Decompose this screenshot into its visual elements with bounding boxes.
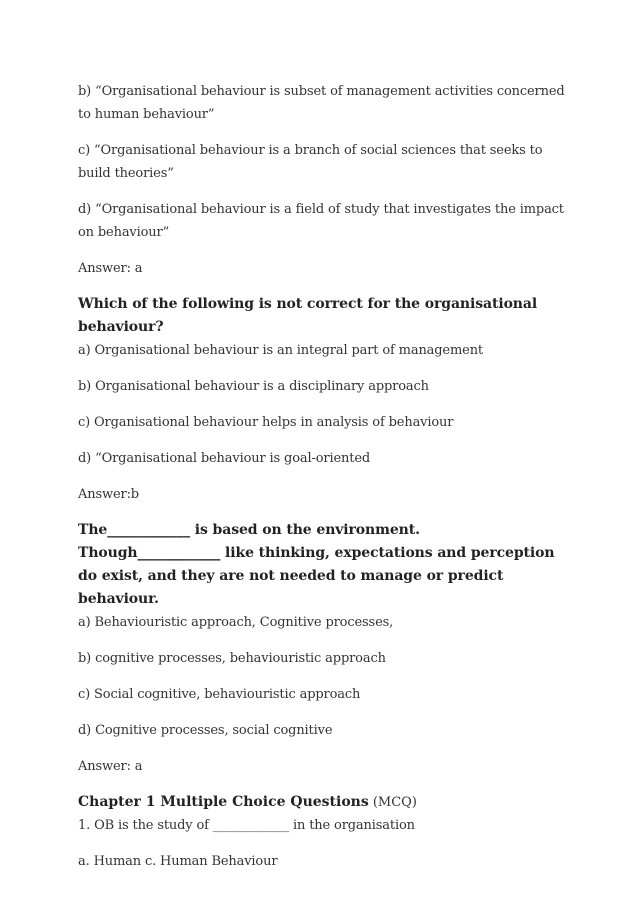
block3-option-d: d) Cognitive processes, social cognitive xyxy=(78,723,333,738)
block1-option-c: c) “Organisational behaviour is a branch of social sciences that seeks to build theories” xyxy=(78,143,543,181)
chapter-heading-bold: Chapter 1 Multiple Choice Questions xyxy=(78,794,369,810)
chapter-heading-mcq: (MCQ) xyxy=(368,795,417,810)
block3-option-b: b) cognitive processes, behaviouristic approach xyxy=(78,651,386,666)
chapter-question-1-options: a. Human c. Human Behaviour xyxy=(78,854,278,869)
block3-question-line2: Though____________ like thinking, expectations and perception do exist, and they are not needed to manage or predict behaviour. xyxy=(78,545,555,607)
block3-option-a: a) Behaviouristic approach, Cognitive processes, xyxy=(78,615,394,630)
document-page xyxy=(78,80,578,886)
block3-answer: Answer: a xyxy=(78,759,143,774)
block2-answer: Answer:b xyxy=(78,487,139,502)
block1-answer: Answer: a xyxy=(78,261,143,276)
block1-option-b: b) “Organisational behaviour is subset of management activities concerned to human behaviour” xyxy=(78,84,565,122)
block2-question: Which of the following is not correct for the organisational behaviour? xyxy=(78,296,538,335)
block3-question-line1: The____________ is based on the environment. xyxy=(78,522,420,538)
block2-option-a: a) Organisational behaviour is an integral part of management xyxy=(78,343,483,358)
block2-option-d: d) “Organisational behaviour is goal-oriented xyxy=(78,451,371,466)
block1-option-d: d) “Organisational behaviour is a field of study that investigates the impact on behaviour” xyxy=(78,202,564,240)
block2-option-b: b) Organisational behaviour is a disciplinary approach xyxy=(78,379,429,394)
block2-option-c: c) Organisational behaviour helps in analysis of behaviour xyxy=(78,415,454,430)
block3-option-c: c) Social cognitive, behaviouristic approach xyxy=(78,687,361,702)
chapter-question-1: 1. OB is the study of ____________ in the organisation xyxy=(78,818,415,833)
chapter-heading xyxy=(78,791,578,814)
